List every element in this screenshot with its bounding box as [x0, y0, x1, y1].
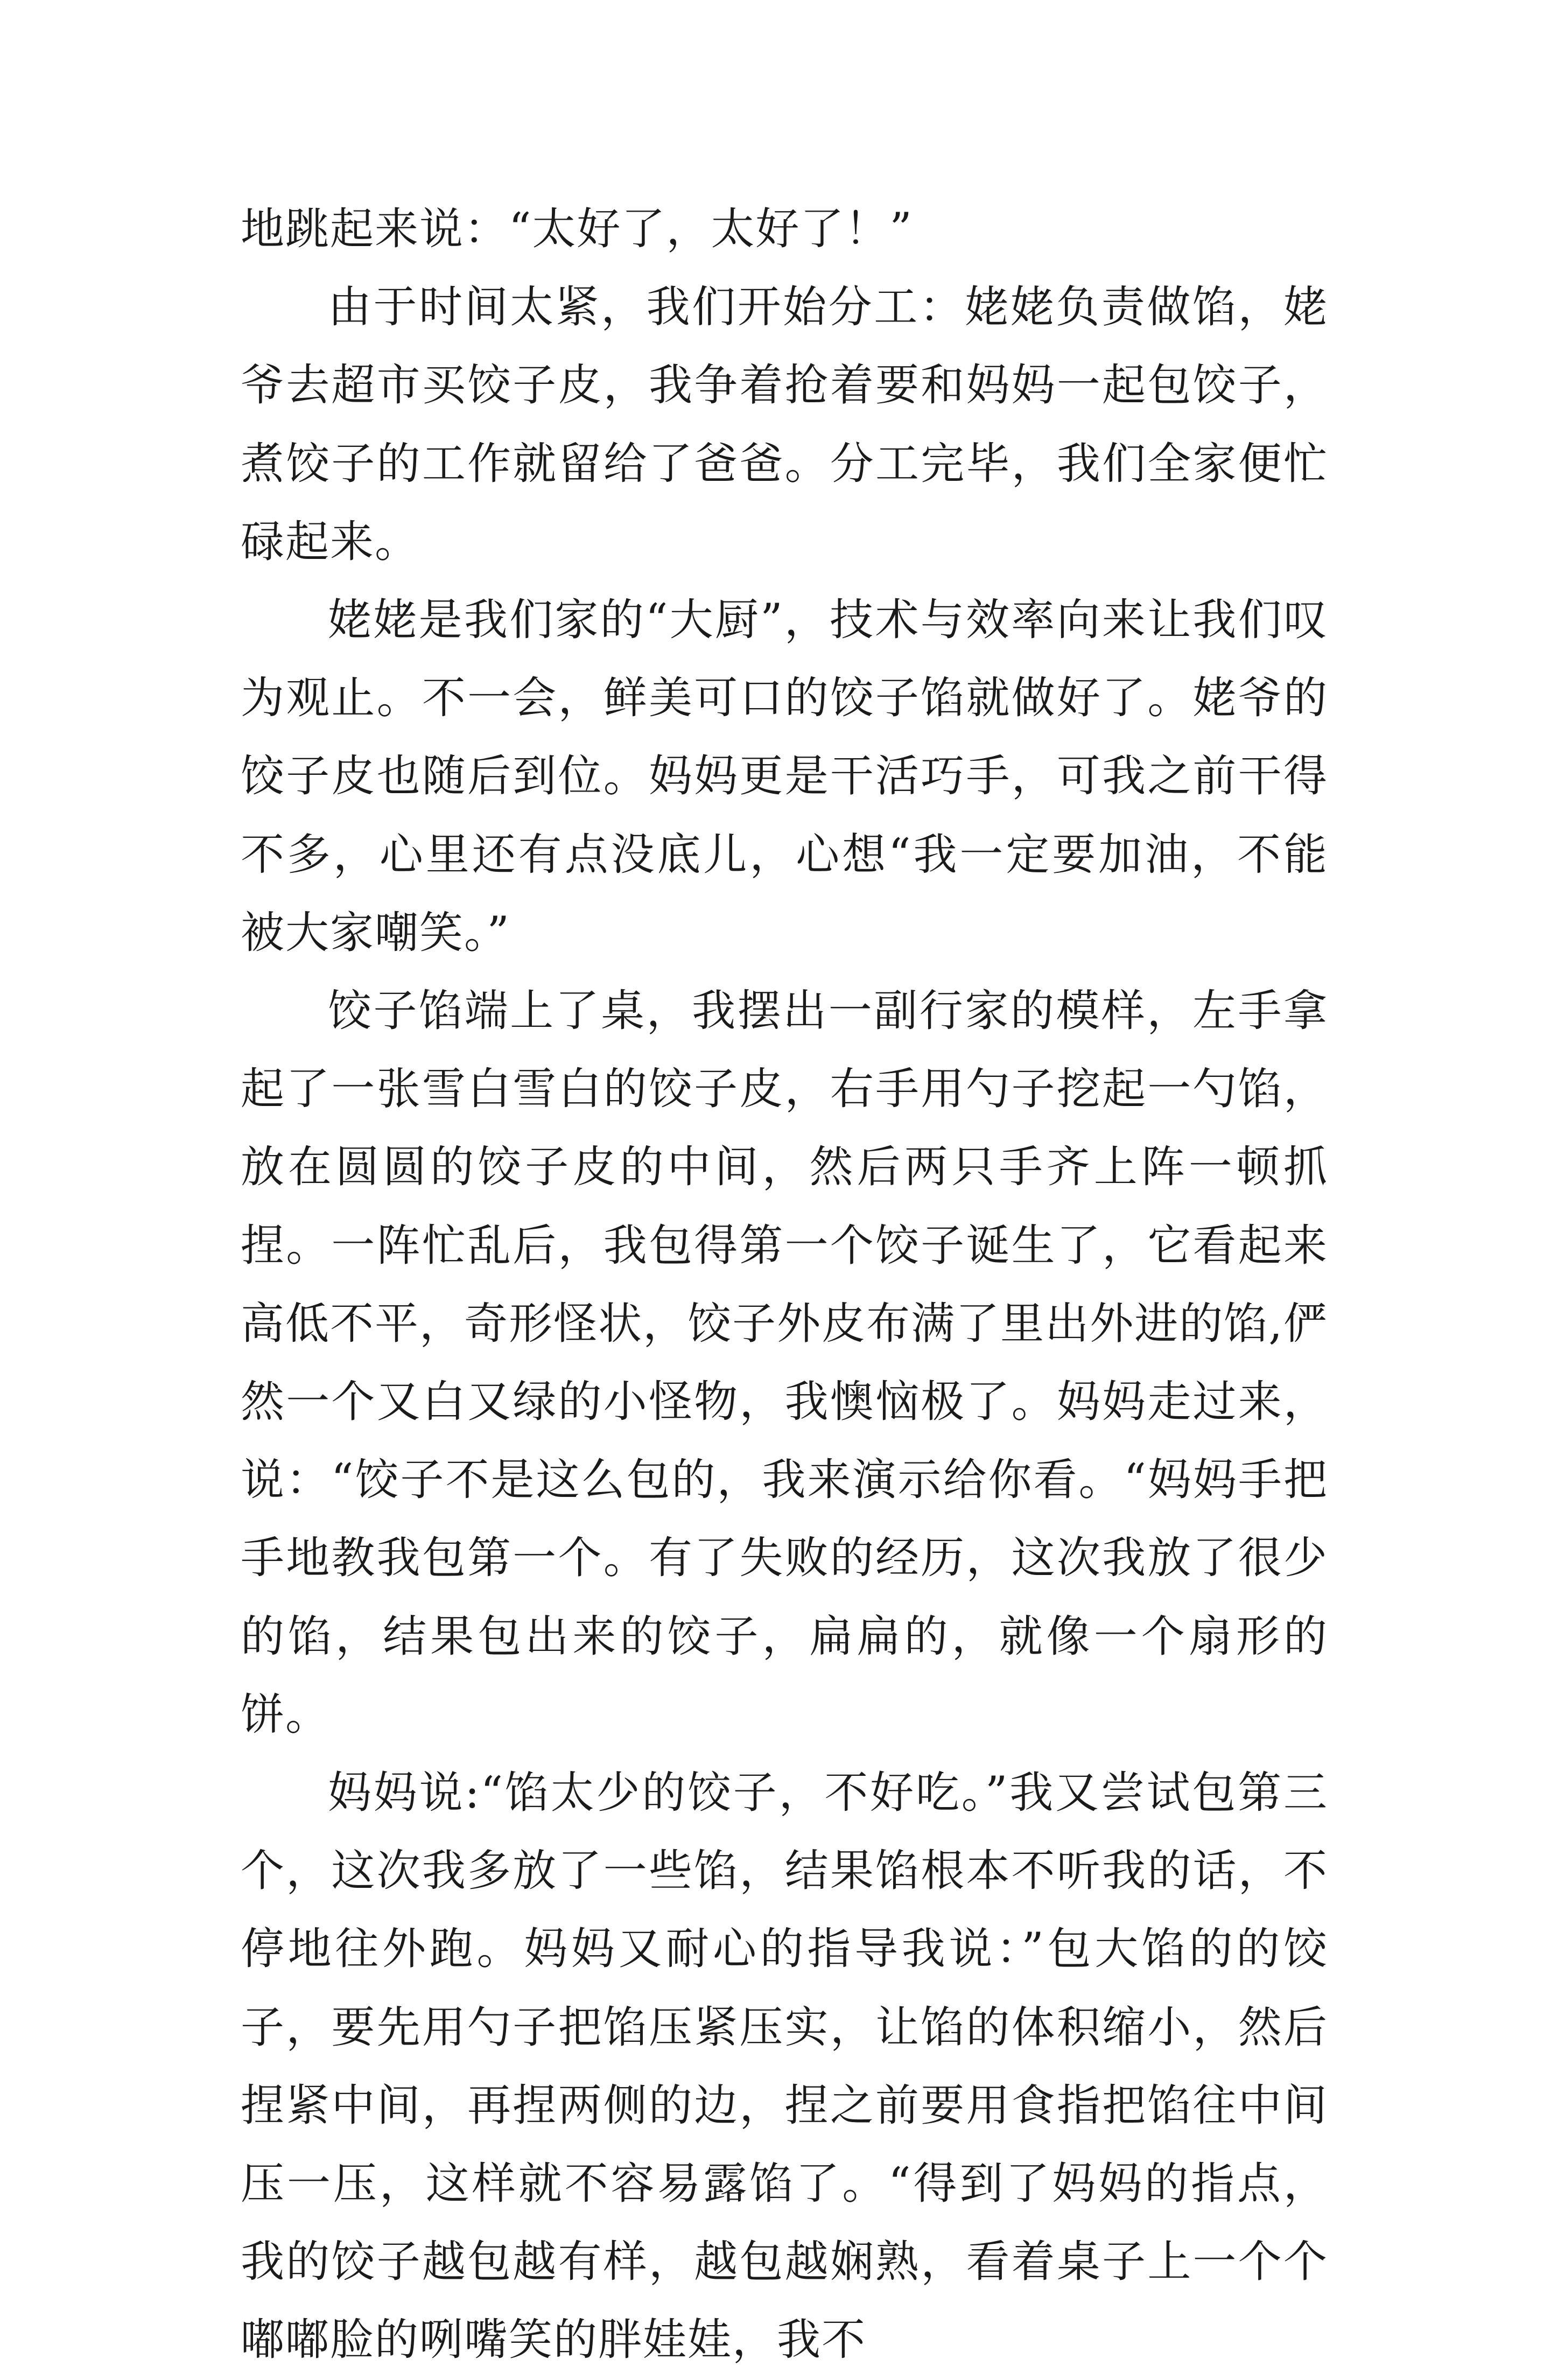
document-body — [241, 191, 1328, 2380]
paragraph-grandma-chef: 姥姥是我们家的“大厨”，技术与效率向来让我们叹为观止。不一会，鲜美可口的饺子馅就做好了。姥爷的饺子皮也随后到位。妈妈更是干活巧手，可我之前干得不多，心里还有点没底儿，心想“我一定要加油，不能被大家嘲笑。” — [241, 595, 1328, 958]
paragraph-division-of-labor: 由于时间太紧，我们开始分工：姥姥负责做馅，姥爷去超市买饺子皮，我争着抢着要和妈妈一起包饺子，煮饺子的工作就留给了爸爸。分工完毕，我们全家便忙碌起来。 — [241, 282, 1328, 568]
paragraph-mom-guidance: 妈妈说:“馅太少的饺子，不好吃。”我又尝试包第三个，这次我多放了一些馅，结果馅根本不听我的话，不停地往外跑。妈妈又耐心的指导我说：”包大馅的的饺子，要先用勺子把馅压紧压实，让馅的体积缩小，然后捏紧中间，再捏两侧的边，捏之前要用食指把馅往中间压一压，这样就不容易露馅了。“得到了妈妈的指点，我的饺子越包越有样，越包越娴熟，看着桌子上一个个嘟嘟脸的咧嘴笑的胖娃娃，我不 — [241, 1768, 1328, 2366]
paragraph-first-dumplings: 饺子馅端上了桌，我摆出一副行家的模样，左手拿起了一张雪白雪白的饺子皮，右手用勺子挖起一勺馅，放在圆圆的饺子皮的中间，然后两只手齐上阵一顿抓捏。一阵忙乱后，我包得第一个饺子诞生了，它看起来高低不平，奇形怪状，饺子外皮布满了里出外进的馅,俨然一个又白又绿的小怪物，我懊恼极了。妈妈走过来，说：“饺子不是这么包的，我来演示给你看。“妈妈手把手地教我包第一个。有了失败的经历，这次我放了很少的馅，结果包出来的饺子，扁扁的，就像一个扇形的饼。 — [241, 986, 1328, 1740]
paragraph-continuation: 地跳起来说：“太好了，太好了！” — [241, 204, 913, 255]
